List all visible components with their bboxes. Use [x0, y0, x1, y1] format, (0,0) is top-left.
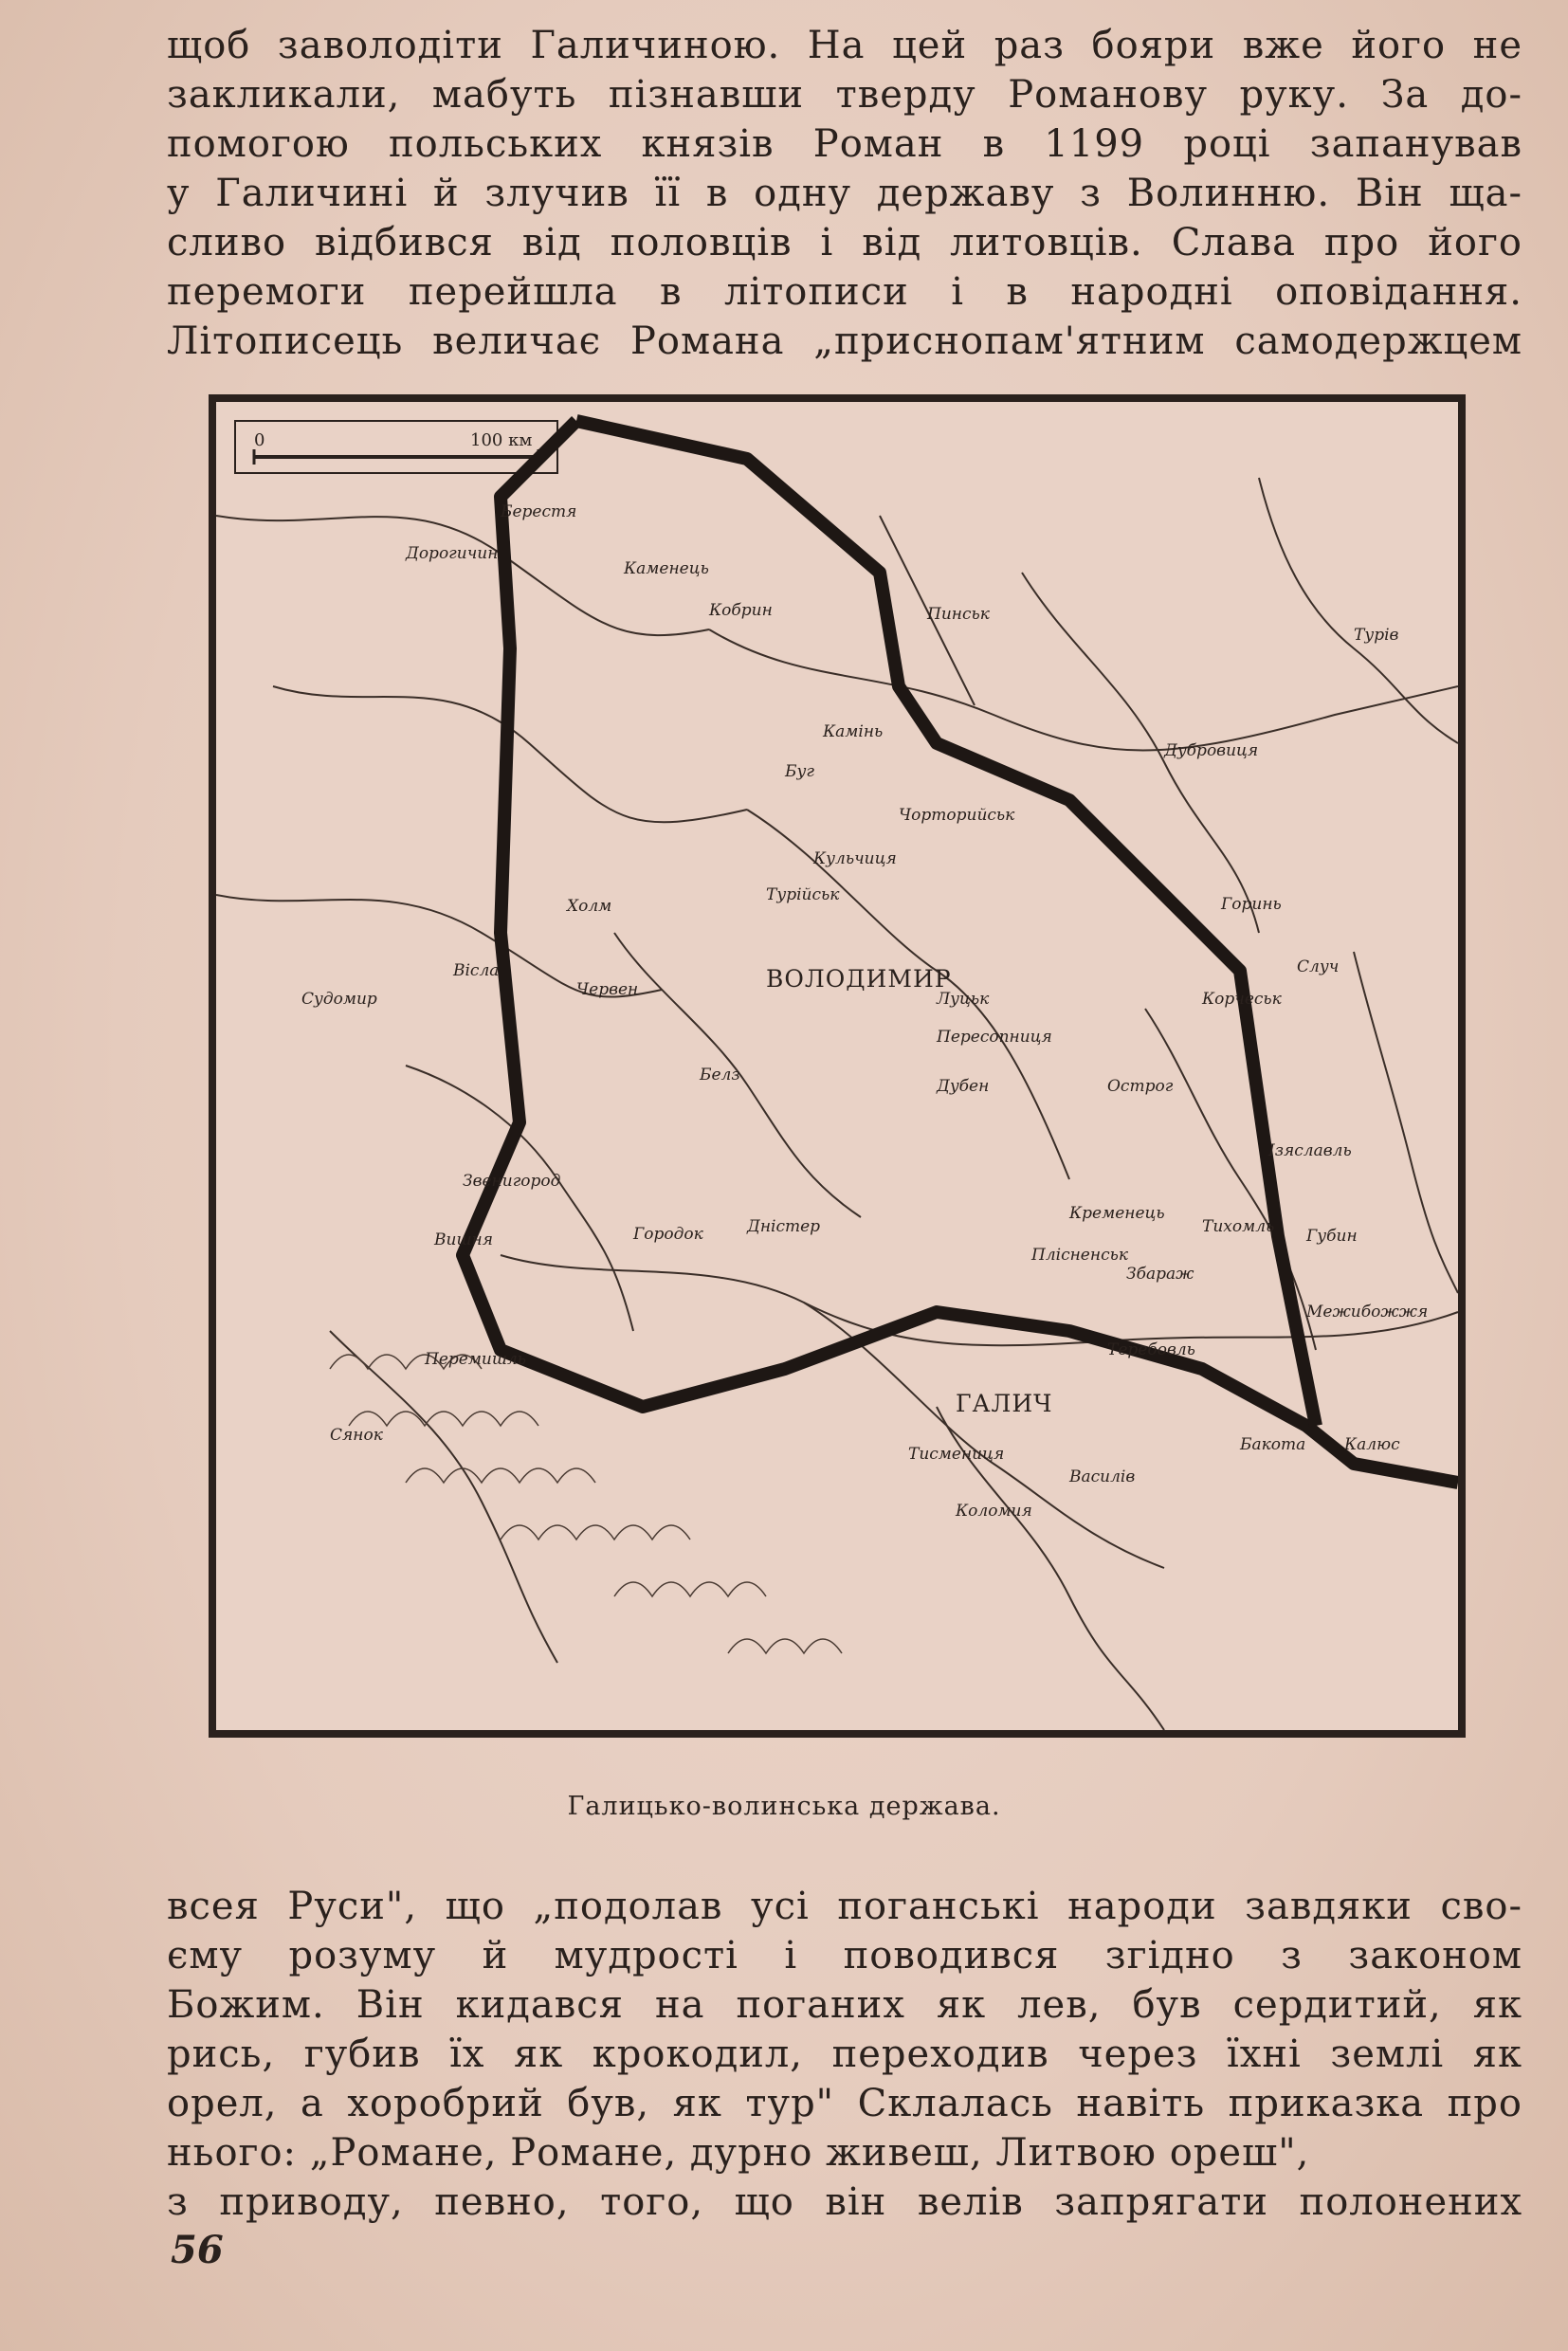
map-town-label: Теребовль: [1107, 1340, 1195, 1359]
map-town-label: Дністер: [747, 1217, 821, 1236]
text-line: Божим. Він кидався на поганих як лев, був сердитий, як: [167, 1983, 1522, 2027]
text-line: єму розуму й мудрості і поводився згідно з законом: [167, 1934, 1522, 1977]
map-town-label: Буг: [785, 762, 814, 781]
map-town-label: Случ: [1297, 957, 1340, 976]
map-town-label: Сянок: [330, 1426, 383, 1445]
map-town-label: Плісненськ: [1031, 1246, 1128, 1265]
map-town-label: Губин: [1306, 1227, 1358, 1246]
text-line: щоб заволодіти Галичиною. На цей раз бояри вже його не: [167, 24, 1522, 67]
map-town-label: Межибожжя: [1306, 1303, 1429, 1321]
top-paragraph: [167, 21, 1522, 366]
map-town-label: Судомир: [301, 990, 377, 1009]
map-town-label: Червен: [576, 980, 639, 999]
text-line: орел, а хоробрий був, як тур" Склалась навіть приказка про: [167, 2082, 1522, 2125]
map-town-label: Звенигород: [463, 1172, 561, 1191]
text-line: всея Руси", що „подолав усі поганські народи завдяки сво-: [167, 1885, 1522, 1928]
map-town-label: Пересопниця: [937, 1028, 1052, 1047]
bottom-paragraph: [167, 1882, 1522, 2227]
page-number: 56: [171, 2228, 224, 2272]
map-town-label: Збараж: [1126, 1265, 1194, 1284]
text-line: рись, губив їх як крокодил, переходив через їхні землі як: [167, 2032, 1522, 2076]
map-town-label: Турів: [1354, 626, 1399, 645]
map-town-label: Турійськ: [766, 885, 840, 904]
map-town-label: Тисмениця: [908, 1445, 1005, 1464]
map-town-label: Кульчиця: [813, 849, 897, 868]
map-town-label: Пинськ: [927, 605, 990, 624]
map-town-label: Бакота: [1240, 1435, 1306, 1454]
map-town-label: Коломия: [956, 1502, 1032, 1521]
text-line: помогою польських князів Роман в 1199 році запанував: [167, 122, 1522, 166]
map-drawing: [216, 402, 1458, 1730]
map-town-label: Каменець: [624, 559, 709, 578]
map-town-label: Городок: [633, 1225, 703, 1244]
map-town-label: Горинь: [1221, 895, 1282, 914]
map-town-label: Калюс: [1344, 1435, 1400, 1454]
text-line: нього: „Романе, Романе, дурно живеш, Литвою ореш",: [167, 2131, 1310, 2175]
map-town-label: Белз: [700, 1066, 740, 1084]
map-town-label: Дубен: [937, 1077, 990, 1096]
map-town-label: Вісла: [453, 961, 500, 980]
map-town-label: Кобрин: [709, 601, 773, 620]
map-town-label: Василів: [1069, 1467, 1136, 1486]
map-town-label: Берестя: [501, 502, 577, 521]
map-town-label: Корчеськ: [1202, 990, 1282, 1009]
map-town-label: Вишня: [434, 1230, 493, 1249]
historical-map: [209, 394, 1466, 1738]
text-line: у Галичині й злучив її в одну державу з Волинню. Він ща-: [167, 172, 1522, 215]
text-line: закликали, мабуть пізнавши тверду Романову руку. За до-: [167, 73, 1522, 117]
text-line: сливо відбився від половців і від литовців. Слава про його: [167, 221, 1522, 264]
text-line: з приводу, певно, того, що він велів запрягати полонених: [167, 2180, 1522, 2224]
map-town-label: Кременець: [1069, 1204, 1165, 1223]
map-town-label: Острог: [1107, 1077, 1174, 1096]
map-town-label: Ізяславль: [1268, 1141, 1352, 1160]
text-line: Літописець величає Романа „приснопам'ятним самодержцем: [167, 319, 1522, 363]
map-caption: Галицько-волинська держава.: [567, 1792, 1001, 1821]
map-town-label: Дубровиця: [1164, 741, 1259, 760]
map-town-label: Перемишль: [425, 1350, 527, 1369]
city-label-volodymyr: ВОЛОДИМИР: [766, 965, 952, 993]
map-town-label: Камінь: [823, 722, 884, 741]
map-town-label: Чорторийськ: [899, 806, 1015, 825]
map-town-label: Луцьк: [937, 990, 990, 1009]
map-town-label: Тихомль: [1202, 1217, 1275, 1236]
city-label-halych: ГАЛИЧ: [956, 1390, 1053, 1417]
scale-zero-label: 0: [254, 430, 265, 450]
scale-100-label: 100 км: [470, 430, 533, 450]
text-line: перемоги перейшла в літописи і в народні оповідання.: [167, 270, 1522, 314]
map-town-label: Холм: [567, 897, 612, 916]
map-town-label: Дорогичин: [406, 544, 499, 563]
